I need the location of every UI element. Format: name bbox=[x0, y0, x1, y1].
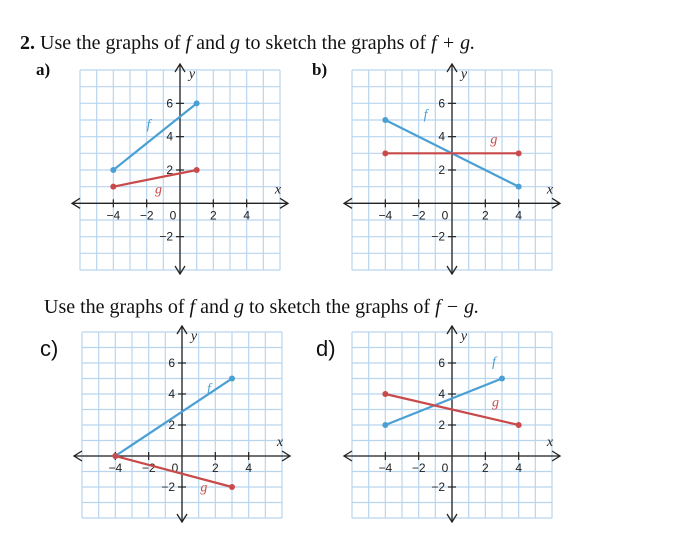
q1-and: and bbox=[191, 32, 230, 54]
series-f-endpoint bbox=[194, 100, 200, 106]
graph-b bbox=[352, 67, 554, 270]
graph-a bbox=[80, 67, 282, 270]
y-tick-label: 6 bbox=[168, 356, 175, 370]
q1-g: g bbox=[229, 32, 240, 54]
axes bbox=[72, 64, 288, 274]
x-tick-label: 0 bbox=[441, 208, 449, 223]
y-tick-label: 2 bbox=[168, 418, 175, 432]
x-tick-label: 2 bbox=[211, 461, 219, 475]
panel-b-label: b) bbox=[312, 60, 328, 79]
subtraction-heading bbox=[44, 296, 479, 319]
series-f-label: f bbox=[207, 381, 211, 397]
x-tick-label: 2 bbox=[481, 208, 489, 223]
y-tick-label: 4 bbox=[438, 387, 445, 401]
x-tick-label: −4 bbox=[378, 208, 393, 223]
y-tick-label: 6 bbox=[438, 356, 445, 370]
x-tick-label: 4 bbox=[515, 208, 523, 223]
question-2-heading bbox=[20, 32, 475, 55]
panel-d-label: d) bbox=[316, 336, 336, 361]
y-tick-label: 6 bbox=[438, 96, 445, 111]
x-tick-label: 4 bbox=[243, 208, 251, 223]
series-g-label: g bbox=[200, 480, 208, 496]
q1-f: f bbox=[185, 32, 192, 54]
series-g-endpoint bbox=[516, 422, 522, 428]
series-g-endpoint bbox=[194, 167, 200, 173]
series-f-label: f bbox=[146, 117, 151, 133]
q2-and: and bbox=[195, 296, 234, 318]
y-axis-label: y bbox=[460, 329, 468, 344]
q1-text-pre: Use the graphs of bbox=[40, 32, 186, 54]
y-tick-label: −2 bbox=[159, 229, 173, 244]
panel-a-label: a) bbox=[36, 60, 51, 79]
q1-text-mid: to sketch the graphs of bbox=[239, 32, 432, 54]
x-axis-label: x bbox=[546, 182, 554, 198]
series-g-endpoint bbox=[112, 453, 118, 459]
series-f-label: f bbox=[492, 355, 496, 371]
x-axis-label: x bbox=[274, 182, 282, 198]
series-f-label: f bbox=[423, 107, 428, 123]
x-tick-label: −2 bbox=[411, 208, 426, 223]
y-tick-label: 6 bbox=[166, 96, 173, 111]
series-f-endpoint bbox=[516, 184, 522, 190]
y-axis-label: y bbox=[188, 67, 196, 82]
series-g-endpoint bbox=[382, 150, 388, 156]
q2-text-pre: Use the graphs of bbox=[44, 296, 190, 318]
x-tick-label: −2 bbox=[141, 461, 156, 475]
series-f-endpoint bbox=[382, 422, 388, 428]
y-tick-label: −2 bbox=[161, 480, 175, 494]
y-tick-label: 2 bbox=[438, 418, 445, 432]
x-tick-label: 2 bbox=[209, 208, 217, 223]
y-tick-label: 2 bbox=[438, 163, 445, 177]
x-tick-label: −2 bbox=[411, 461, 426, 475]
question-number: 2. bbox=[20, 32, 35, 54]
q2-g: g bbox=[233, 296, 244, 318]
x-tick-label: −4 bbox=[106, 208, 121, 223]
axes bbox=[74, 326, 290, 522]
series-g-label: g bbox=[490, 132, 498, 148]
panel-c-label: c) bbox=[40, 336, 59, 361]
y-axis-label: y bbox=[460, 67, 468, 82]
y-tick-label: −2 bbox=[431, 480, 445, 494]
series-g-endpoint bbox=[229, 484, 235, 490]
series-f-endpoint bbox=[382, 117, 388, 123]
x-tick-label: 0 bbox=[441, 461, 449, 475]
series-f-endpoint bbox=[110, 167, 116, 173]
q2-op: f − g. bbox=[435, 296, 480, 318]
x-tick-label: −4 bbox=[378, 461, 393, 475]
series-g-label: g bbox=[155, 182, 162, 198]
x-tick-label: 4 bbox=[245, 461, 253, 475]
series-g-endpoint bbox=[382, 391, 388, 397]
x-tick-label: 4 bbox=[515, 461, 523, 475]
q1-op: f + g. bbox=[431, 32, 476, 54]
y-tick-label: 2 bbox=[166, 163, 173, 177]
x-tick-label: 2 bbox=[481, 461, 489, 475]
series-g-endpoint bbox=[110, 184, 116, 190]
q2-text-mid: to sketch the graphs of bbox=[243, 296, 436, 318]
series-g-endpoint bbox=[516, 150, 522, 156]
axes bbox=[344, 64, 560, 274]
x-tick-label: 0 bbox=[169, 208, 177, 223]
x-tick-label: −4 bbox=[108, 461, 123, 475]
y-tick-label: 4 bbox=[168, 387, 175, 401]
q2-f: f bbox=[189, 296, 196, 318]
graph-d bbox=[352, 329, 554, 518]
graph-c bbox=[82, 329, 284, 518]
x-tick-label: −2 bbox=[139, 208, 154, 223]
series-f-endpoint bbox=[499, 376, 505, 382]
x-axis-label: x bbox=[546, 435, 554, 450]
series-g-label: g bbox=[492, 395, 499, 411]
axes bbox=[344, 326, 560, 522]
x-axis-label: x bbox=[276, 435, 284, 450]
y-tick-label: 4 bbox=[166, 129, 173, 144]
y-tick-label: −2 bbox=[431, 229, 445, 244]
y-tick-label: 4 bbox=[438, 129, 445, 144]
x-tick-label: 0 bbox=[171, 461, 179, 475]
y-axis-label: y bbox=[190, 329, 198, 344]
series-g bbox=[110, 167, 199, 197]
series-f-endpoint bbox=[229, 376, 235, 382]
